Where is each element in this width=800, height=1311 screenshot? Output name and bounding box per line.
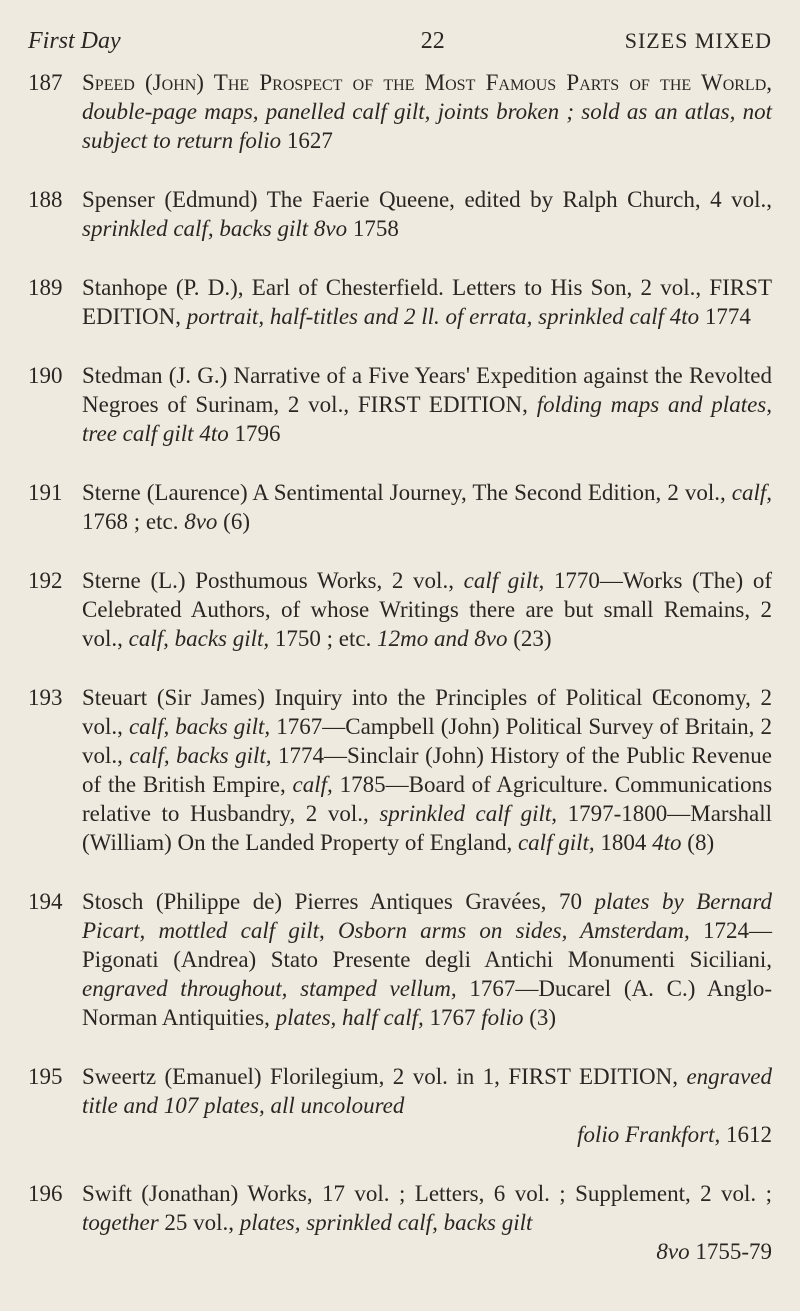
lot-entry — [28, 566, 772, 653]
lot-description: Sterne (Laurence) A Sentimental Journey, The Second Edition, 2 vol., calf, 1768 ; etc. 8vo (6) — [82, 480, 773, 534]
running-head — [28, 28, 772, 62]
lot-entry — [28, 273, 772, 331]
lot-number: 194 — [28, 889, 63, 914]
lot-description: Stedman (J. G.) Narrative of a Five Years' Expedition against the Revolted Negroes of Surinam, 2 vol., FIRST EDITION, folding maps and plates, tree calf gilt 4to 1796 — [82, 363, 772, 446]
lot-number: 187 — [28, 70, 63, 95]
lot-number: 195 — [28, 1064, 63, 1089]
lot-description: Sweertz (Emanuel) Florilegium, 2 vol. in 1, FIRST EDITION, engraved title and 107 plates, all uncoloured folio Frankfort, 1612 — [82, 1064, 773, 1147]
page-number: 22 — [420, 28, 445, 54]
lot-description: Swift (Jonathan) Works, 17 vol. ; Letters, 6 vol. ; Supplement, 2 vol. ; together 25 vol., plates, sprinkled calf, backs gilt 8vo 1755-79 — [82, 1181, 772, 1264]
lot-number: 192 — [28, 568, 63, 593]
lot-number: 196 — [28, 1181, 63, 1206]
lot-number: 193 — [28, 685, 63, 710]
lot-description: Sterne (L.) Posthumous Works, 2 vol., calf gilt, 1770—Works (The) of Celebrated Authors, of whose Writings there are but small Remains, 2 vol., calf, backs gilt, 1750 ; etc. 12mo and 8vo (23) — [82, 568, 772, 651]
lot-entry — [28, 361, 772, 448]
lot-entry — [28, 1062, 772, 1149]
lot-entry — [28, 683, 772, 857]
lot-entry — [28, 887, 772, 1032]
lot-description: Stanhope (P. D.), Earl of Chesterfield. Letters to His Son, 2 vol., FIRST EDITION, portrait, half-titles and 2 ll. of errata, sprinkled calf 4to 1774 — [82, 275, 772, 329]
lot-entry — [28, 478, 772, 536]
lot-list — [28, 68, 772, 1266]
lot-number: 190 — [28, 363, 63, 388]
lot-number: 191 — [28, 480, 63, 505]
lot-description: Steuart (Sir James) Inquiry into the Principles of Political Œconomy, 2 vol., calf, backs gilt, 1767—Campbell (John) Political Survey of Britain, 2 vol., calf, backs gilt, 1774—Sinclair (John) History of the Public Revenue of the British Empire, calf, 1785—Board of Agriculture. Communications relative to Husbandry, 2 vol., sprinkled calf gilt, 1797-1800—Marshall (William) On the Landed Property of England, calf gilt, 1804 4to (8) — [82, 685, 773, 855]
lot-number: 188 — [28, 187, 63, 212]
sale-day-heading: First Day — [28, 28, 121, 54]
lot-description: Spenser (Edmund) The Faerie Queene, edited by Ralph Church, 4 vol., sprinkled calf, backs gilt 8vo 1758 — [82, 187, 772, 241]
sizes-heading: SIZES MIXED — [624, 28, 772, 53]
lot-number: 189 — [28, 275, 63, 300]
lot-description: Speed (John) The Prospect of the Most Famous Parts of the World, double-page maps, panelled calf gilt, joints broken ; sold as an atlas, not subject to return folio 1627 — [82, 70, 772, 153]
lot-entry — [28, 185, 772, 243]
lot-description: Stosch (Philippe de) Pierres Antiques Gravées, 70 plates by Bernard Picart, mottled calf gilt, Osborn arms on sides, Amsterdam, 1724—Pigonati (Andrea) Stato Presente degli Antichi Monumenti Siciliani, engraved throughout, stamped vellum, 1767—Ducarel (A. C.) Anglo-Norman Antiquities, plates, half calf, 1767 folio (3) — [82, 889, 772, 1030]
lot-entry — [28, 68, 772, 155]
lot-entry — [28, 1179, 772, 1266]
